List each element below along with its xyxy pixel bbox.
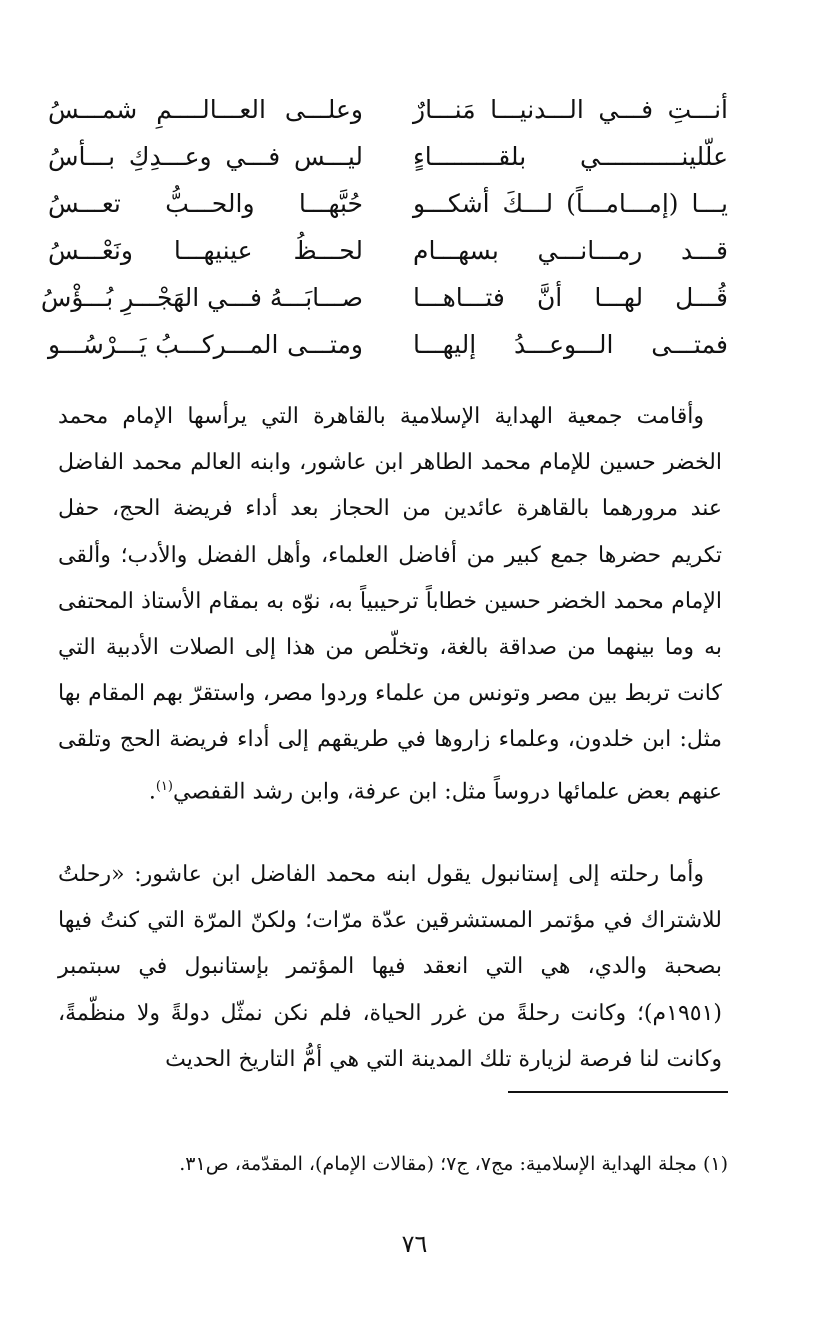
verse-first-hemistich: يـــا (إمـــامـــاً) لـــكَ أشكـــو [413, 189, 728, 218]
verse-first-hemistich: قـــد رمـــانـــي بسهـــام [413, 236, 728, 265]
paragraph-istanbul [58, 852, 722, 1083]
footnote-divider [508, 1091, 728, 1093]
verse-second-hemistich: حُبَّهـــا والحـــبُّ تعـــسُ [48, 189, 363, 218]
verse-first-hemistich: قُـــل لهـــا أنَّ فتـــاهـــا [413, 283, 728, 312]
poem-verse [40, 274, 728, 321]
verse-second-hemistich: لحـــظُ عينيهـــا ونَعْـــسُ [48, 236, 363, 265]
verse-first-hemistich: أنـــتِ فـــي الـــدنيـــا مَنـــارٌ [413, 95, 728, 124]
verse-second-hemistich: ومتـــى المـــركـــبُ يَـــرْسُـــو [48, 330, 363, 359]
verse-first-hemistich: فمتـــى الـــوعـــدُ إليهـــا [413, 330, 728, 359]
poem-verse [48, 86, 728, 133]
poem-verse [48, 227, 728, 274]
paragraph-end: . [148, 778, 156, 804]
page-number: ٧٦ [401, 1230, 428, 1258]
paragraph-text: وأما رحلته إلى إستانبول يقول ابنه محمد الفاضل ابن عاشور: «رحلتُ للاشتراك في مؤتمر المستشرقين عدّة مرّات؛ ولكنّ المرّة التي كنتُ فيها بصحبة والدي، هي التي انعقد فيها المؤتمر بإستانبول في سبتمبر (١٩٥١م)؛ وكانت رحلةً من غرر الحياة، فلم نكن نمثّل دولةً ولا منظّمةً، وكانت لنا فرصة لزيارة تلك المدينة التي هي أمُّ التاريخ الحديث [58, 862, 722, 1072]
poem-verse [48, 180, 728, 227]
verse-second-hemistich: صـــابَـــهُ فـــي الهَجْـــرِ بُـــؤْسُ [40, 283, 363, 312]
footnote-marker: (١) [155, 778, 173, 794]
paragraph-body: وأقامت جمعية الهداية الإسلامية بالقاهرة التي يرأسها الإمام محمد الخضر حسين للإمام محمد الطاهر ابن عاشور، وابنه العالم محمد الفاضل عند مرورهما بالقاهرة عائدين من الحجاز بعد أداء فريضة الحج، حفل تكريم حضرها جمع كبير من أفاضل العلماء، وأهل الفضل والأدب؛ وألقى الإمام محمد الخضر حسين خطاباً ترحيبياً به، نوّه به بمقام الأستاذ المحتفى به وما بينهما من صداقة بالغة، وتخلّص من هذا إلى الصلات الأدبية التي كانت تربط بين مصر وتونس من علماء وردوا مصر، واستقرّ بهم المقام بها مثل: ابن خلدون، وعلماء زاروها في طريقهم إلى أداء فريضة الحج وتلقى عنهم بعض علمائها دروساً مثل: ابن عرفة، وابن رشد القفصي [58, 404, 722, 804]
paragraph-text [58, 394, 722, 815]
poem-verse [48, 133, 728, 180]
footnote: (١) مجلة الهداية الإسلامية: مج٧، ج٧؛ (مقالات الإمام)، المقدّمة، ص٣١. [179, 1153, 728, 1175]
verse-first-hemistich: علّلينـــــــــــي بلقـــــــــاءٍ [413, 142, 728, 171]
paragraph-reception [58, 394, 722, 815]
poem-verse [48, 321, 728, 368]
verse-second-hemistich: ليـــس فـــي وعـــدِكِ بـــأسُ [48, 142, 363, 171]
verse-second-hemistich: وعلـــى العـــالــــمِ شمـــسُ [48, 95, 363, 124]
poem [40, 86, 728, 368]
